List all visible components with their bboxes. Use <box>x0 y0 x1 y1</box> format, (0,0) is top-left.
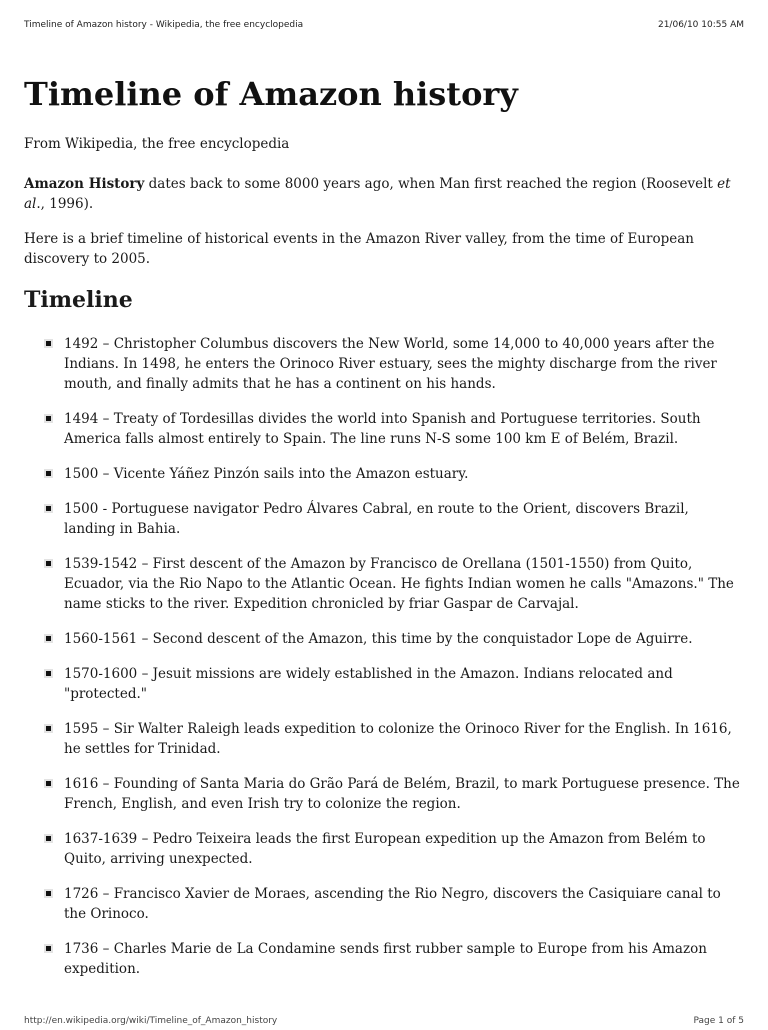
timeline-item <box>24 409 744 449</box>
timeline-item <box>24 829 744 869</box>
print-header-datetime: 21/06/10 10:55 AM <box>657 20 744 30</box>
intro-paragraph <box>24 174 744 214</box>
bullet-icon <box>46 726 51 731</box>
intro-bold-term: Amazon History <box>24 176 145 192</box>
timeline-item <box>24 939 744 979</box>
print-footer-page: Page 1 of 5 <box>693 1016 744 1026</box>
timeline-item <box>24 629 744 649</box>
print-header <box>24 20 744 34</box>
bullet-icon <box>46 836 51 841</box>
timeline-item <box>24 464 744 484</box>
site-subtitle: From Wikipedia, the free encyclopedia <box>24 136 290 152</box>
print-header-title: Timeline of Amazon history - Wikipedia, the free encyclopedia <box>24 20 304 30</box>
timeline-item-text: 1726 – Francisco Xavier de Moraes, ascending the Rio Negro, discovers the Casiquiare canal to the Orinoco. <box>64 886 721 922</box>
timeline-item <box>24 499 744 539</box>
bullet-icon <box>46 781 51 786</box>
timeline-item-text: 1570-1600 – Jesuit missions are widely established in the Amazon. Indians relocated and "protected." <box>64 666 673 702</box>
timeline-item <box>24 884 744 924</box>
timeline-item-text: 1500 - Portuguese navigator Pedro Álvares Cabral, en route to the Orient, discovers Brazil, landing in Bahia. <box>64 501 689 537</box>
intro-text-part2: ., 1996). <box>36 196 94 212</box>
page-title: Timeline of Amazon history <box>24 75 518 113</box>
timeline-item-text: 1500 – Vicente Yáñez Pinzón sails into the Amazon estuary. <box>64 466 469 482</box>
timeline-item-text: 1494 – Treaty of Tordesillas divides the world into Spanish and Portuguese territories. South America falls almost entirely to Spain. The line runs N-S some 100 km E of Belém, Brazil. <box>64 411 701 447</box>
timeline-item <box>24 774 744 814</box>
timeline-list <box>24 334 744 979</box>
bullet-icon <box>46 636 51 641</box>
summary-paragraph: Here is a brief timeline of historical events in the Amazon River valley, from the time of European discovery to 2005. <box>24 231 694 267</box>
timeline-item-text: 1595 – Sir Walter Raleigh leads expedition to colonize the Orinoco River for the English. In 1616, he settles for Trinidad. <box>64 721 732 757</box>
timeline-item-text: 1616 – Founding of Santa Maria do Grão Pará de Belém, Brazil, to mark Portuguese presence. The French, English, and even Irish try to colonize the region. <box>64 776 740 812</box>
timeline-item <box>24 554 744 614</box>
bullet-icon <box>46 506 51 511</box>
timeline-item-text: 1560-1561 – Second descent of the Amazon, this time by the conquistador Lope de Aguirre. <box>64 631 693 647</box>
bullet-icon <box>46 671 51 676</box>
bullet-icon <box>46 341 51 346</box>
section-heading-timeline: Timeline <box>24 287 133 313</box>
print-footer <box>24 1016 744 1030</box>
bullet-icon <box>46 946 51 951</box>
intro-text-part1: dates back to some 8000 years ago, when Man first reached the region (Roosevelt <box>144 176 718 192</box>
timeline-item <box>24 334 744 394</box>
timeline-item-text: 1539-1542 – First descent of the Amazon by Francisco de Orellana (1501-1550) from Quito, Ecuador, via the Rio Napo to the Atlantic Ocean. He fights Indian women he calls "Amazons." The name sticks to the river. Expedition chronicled by friar Gaspar de Carvajal. <box>64 556 734 612</box>
bullet-icon <box>46 891 51 896</box>
bullet-icon <box>46 561 51 566</box>
article-content <box>24 72 744 994</box>
intro-italic: et al <box>24 176 731 212</box>
timeline-item-text: 1637-1639 – Pedro Teixeira leads the first European expedition up the Amazon from Belém to Quito, arriving unexpected. <box>64 831 706 867</box>
bullet-icon <box>46 416 51 421</box>
timeline-item <box>24 719 744 759</box>
timeline-item <box>24 664 744 704</box>
bullet-icon <box>46 471 51 476</box>
print-footer-url: http://en.wikipedia.org/wiki/Timeline_of_Amazon_history <box>24 1016 278 1026</box>
timeline-item-text: 1492 – Christopher Columbus discovers the New World, some 14,000 to 40,000 years after the Indians. In 1498, he enters the Orinoco River estuary, sees the mighty discharge from the river mouth, and finally admits that he has a continent on his hands. <box>64 336 717 392</box>
timeline-item-text: 1736 – Charles Marie de La Condamine sends first rubber sample to Europe from his Amazon expedition. <box>64 941 707 977</box>
